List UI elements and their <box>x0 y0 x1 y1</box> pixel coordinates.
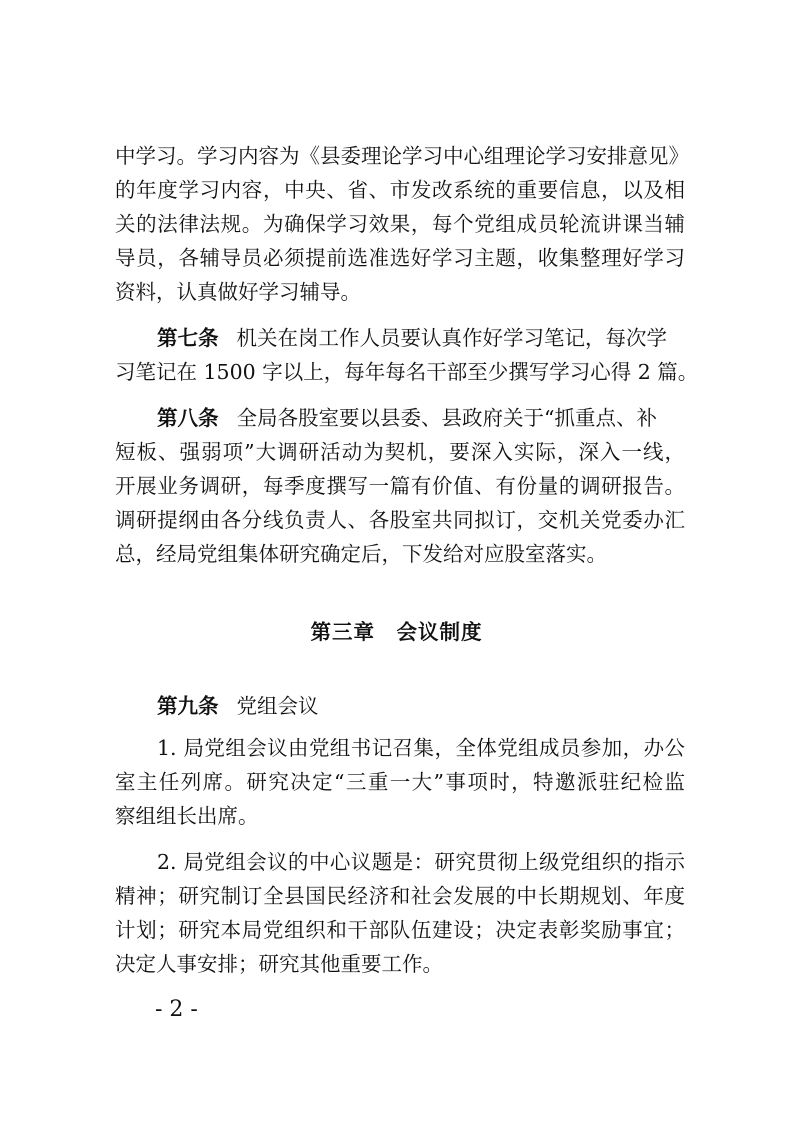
paragraph-line: 导员，各辅导员必须提前选准选好学习主题，收集整理好学习 <box>115 246 685 270</box>
chapter-heading: 第三章 会议制度 <box>310 620 483 644</box>
paragraph-line: 察组组长出席。 <box>115 804 259 828</box>
paragraph-line: 计划；研究本局党组织和干部队伍建设；决定表彰奖励事宜； <box>115 918 685 942</box>
paragraph-line: 关的法律法规。为确保学习效果，每个党组成员轮流讲课当辅 <box>115 212 685 236</box>
paragraph-line: 资料，认真做好学习辅导。 <box>115 280 361 304</box>
article-8-first-line <box>157 403 685 433</box>
paragraph-line: 习笔记在 1500 字以上，每年每名干部至少撰写学习心得 2 篇。 <box>115 360 699 384</box>
paragraph-line: 开展业务调研，每季度撰写一篇有价值、有份量的调研报告。 <box>115 474 685 498</box>
paragraph-line: 调研提纲由各分线负责人、各股室共同拟订，交机关党委办汇 <box>115 508 685 532</box>
article-7-first-line <box>157 323 685 353</box>
paragraph-line: 总，经局党组集体研究确定后，下发给对应股室落实。 <box>115 542 607 566</box>
article-9-title: 党组会议 <box>236 694 319 718</box>
paragraph-line: 室主任列席。研究决定“三重一大”事项时，特邀派驻纪检监 <box>115 770 685 794</box>
paragraph-line: 的年度学习内容，中央、省、市发改系统的重要信息，以及相 <box>115 178 685 202</box>
article-7-text: 机关在岗工作人员要认真作好学习笔记，每次学 <box>236 326 667 350</box>
page-number: - 2 - <box>155 997 198 1022</box>
article-8-text: 全局各股室要以县委、县政府关于“抓重点、补 <box>236 406 657 430</box>
paragraph-line: 2. 局党组会议的中心议题是：研究贯彻上级党组织的指示 <box>157 850 685 874</box>
paragraph-line: 短板、强弱项”大调研活动为契机，要深入实际，深入一线， <box>115 440 685 464</box>
article-7-label: 第七条 <box>157 326 219 350</box>
paragraph-line: 中学习。学习内容为《县委理论学习中心组理论学习安排意见》 <box>115 144 689 168</box>
article-9-heading <box>157 691 685 721</box>
article-8-label: 第八条 <box>157 406 219 430</box>
paragraph-line: 决定人事安排；研究其他重要工作。 <box>115 952 443 976</box>
paragraph-line: 精神；研究制订全县国民经济和社会发展的中长期规划、年度 <box>115 884 685 908</box>
article-9-label: 第九条 <box>157 694 219 718</box>
paragraph-line: 1. 局党组会议由党组书记召集，全体党组成员参加，办公 <box>157 736 685 760</box>
